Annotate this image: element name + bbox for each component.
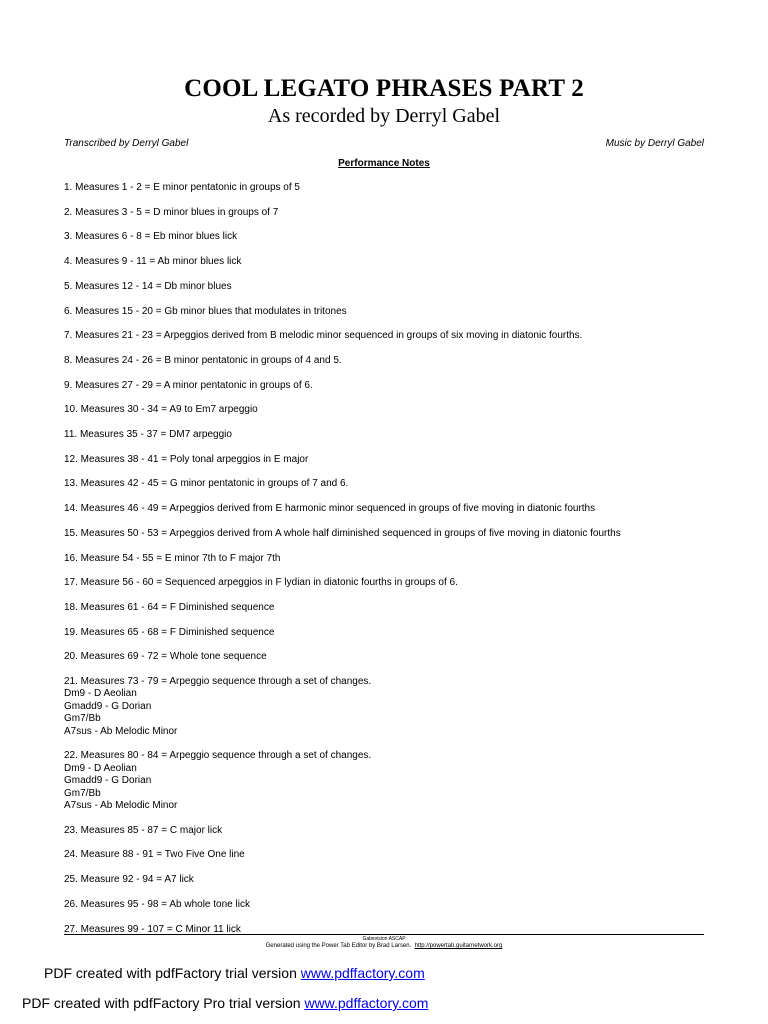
performance-note	[64, 825, 724, 837]
performance-note-text: 18. Measures 61 - 64 = F Diminished sequence	[64, 601, 275, 613]
performance-note-text: 8. Measures 24 - 26 = B minor pentatonic in groups of 4 and 5.	[64, 354, 342, 366]
performance-note	[64, 306, 724, 318]
performance-note	[64, 231, 724, 243]
performance-note	[64, 627, 724, 639]
performance-note-text: 19. Measures 65 - 68 = F Diminished sequence	[64, 626, 275, 638]
performance-note-text: 9. Measures 27 - 29 = A minor pentatonic in groups of 6.	[64, 379, 313, 391]
performance-note	[64, 380, 724, 392]
performance-note	[64, 182, 724, 194]
performance-note-chord-line: A7sus - Ab Melodic Minor	[64, 800, 178, 812]
performance-notes-list	[64, 182, 724, 948]
pdf-watermark-1	[44, 964, 425, 982]
performance-note	[64, 553, 724, 565]
performance-note	[64, 899, 724, 911]
footer-generated-text: Generated using the Power Tab Editor by Brad Larsen.	[265, 943, 412, 949]
pdf-watermark-link[interactable]: www.pdffactory.com	[300, 965, 425, 981]
footer-divider	[64, 934, 704, 935]
performance-note-text: 16. Measure 54 - 55 = E minor 7th to F major 7th	[64, 552, 281, 564]
performance-note	[64, 355, 724, 367]
pdf-watermark-2	[22, 994, 428, 1012]
performance-note-text: 10. Measures 30 - 34 = A9 to Em7 arpeggio	[64, 404, 258, 416]
performance-note-text: 23. Measures 85 - 87 = C major lick	[64, 824, 223, 836]
performance-note	[64, 478, 724, 490]
performance-note-text: 1. Measures 1 - 2 = E minor pentatonic in groups of 5	[64, 182, 300, 193]
performance-note-text: 4. Measures 9 - 11 = Ab minor blues lick	[64, 256, 242, 268]
page-subtitle: As recorded by Derryl Gabel	[267, 105, 501, 127]
performance-note	[64, 849, 724, 861]
footer-publisher: Gabevision ASCAP	[362, 936, 406, 942]
performance-note	[64, 404, 724, 416]
performance-note-text: 7. Measures 21 - 23 = Arpeggios derived from B melodic minor sequenced in groups of six moving in diatonic fourths.	[64, 330, 583, 342]
page-title: COOL LEGATO PHRASES PART 2	[184, 75, 584, 102]
performance-note-text: 27. Measures 99 - 107 = C Minor 11 lick	[64, 923, 241, 935]
performance-note	[64, 330, 724, 342]
performance-note-text: 22. Measures 80 - 84 = Arpeggio sequence through a set of changes.	[64, 750, 372, 762]
pdf-watermark-text: PDF created with pdfFactory Pro trial version	[22, 995, 305, 1011]
performance-note-text: 13. Measures 42 - 45 = G minor pentatonic in groups of 7 and 6.	[64, 478, 349, 490]
performance-note-text: 25. Measure 92 - 94 = A7 lick	[64, 874, 194, 886]
music-by: Music by Derryl Gabel	[605, 138, 704, 149]
performance-note-chord-line: Dm9 - D Aeolian	[64, 762, 137, 774]
performance-note-text: 12. Measures 38 - 41 = Poly tonal arpeggios in E major	[64, 453, 309, 465]
performance-note	[64, 256, 724, 268]
pdf-watermark-text: PDF created with pdfFactory trial version	[44, 965, 301, 981]
performance-note-chord-line: Gmadd9 - G Dorian	[64, 700, 152, 712]
performance-note	[64, 454, 724, 466]
footer-generated	[0, 942, 768, 950]
performance-note-chord-line: Gmadd9 - G Dorian	[64, 775, 152, 787]
performance-note	[64, 429, 724, 441]
performance-note-text: 17. Measure 56 - 60 = Sequenced arpeggios in F lydian in diatonic fourths in groups of 6.	[64, 577, 458, 589]
performance-note-chord-line: Gm7/Bb	[64, 713, 101, 725]
performance-note-chord-line: Dm9 - D Aeolian	[64, 688, 137, 700]
performance-note	[64, 207, 724, 219]
pdf-watermark-link[interactable]: www.pdffactory.com	[304, 995, 429, 1011]
performance-note-text: 15. Measures 50 - 53 = Arpeggios derived from A whole half diminished sequenced in groups of five moving in diatonic fourths	[64, 527, 621, 539]
performance-note-text: 2. Measures 3 - 5 = D minor blues in groups of 7	[64, 206, 279, 218]
performance-note-chord-line: Gm7/Bb	[64, 787, 101, 799]
performance-note	[64, 676, 724, 738]
performance-note-text: 11. Measures 35 - 37 = DM7 arpeggio	[64, 429, 232, 441]
performance-note-text: 20. Measures 69 - 72 = Whole tone sequence	[64, 651, 267, 663]
performance-note-text: 14. Measures 46 - 49 = Arpeggios derived from E harmonic minor sequenced in groups of five moving in diatonic fourths	[64, 503, 596, 515]
performance-note	[64, 874, 724, 886]
performance-note-text: 21. Measures 73 - 79 = Arpeggio sequence through a set of changes.	[64, 676, 372, 688]
performance-note-text: 3. Measures 6 - 8 = Eb minor blues lick	[64, 231, 238, 243]
performance-note-chord-line: A7sus - Ab Melodic Minor	[64, 725, 178, 737]
footer-url-link[interactable]: http://powertab.guitarnetwork.org	[414, 943, 503, 949]
performance-note	[64, 651, 724, 663]
performance-note-text: 5. Measures 12 - 14 = Db minor blues	[64, 280, 232, 292]
performance-note	[64, 750, 724, 812]
performance-note-text: 6. Measures 15 - 20 = Gb minor blues that modulates in tritones	[64, 305, 347, 317]
performance-note	[64, 528, 724, 540]
performance-notes-heading: Performance Notes	[338, 158, 430, 169]
performance-note-text: 24. Measure 88 - 91 = Two Five One line	[64, 849, 245, 861]
performance-note	[64, 577, 724, 589]
transcribed-by: Transcribed by Derryl Gabel	[64, 138, 189, 149]
performance-note	[64, 503, 724, 515]
performance-note	[64, 602, 724, 614]
performance-note	[64, 281, 724, 293]
performance-note-text: 26. Measures 95 - 98 = Ab whole tone lick	[64, 898, 250, 910]
